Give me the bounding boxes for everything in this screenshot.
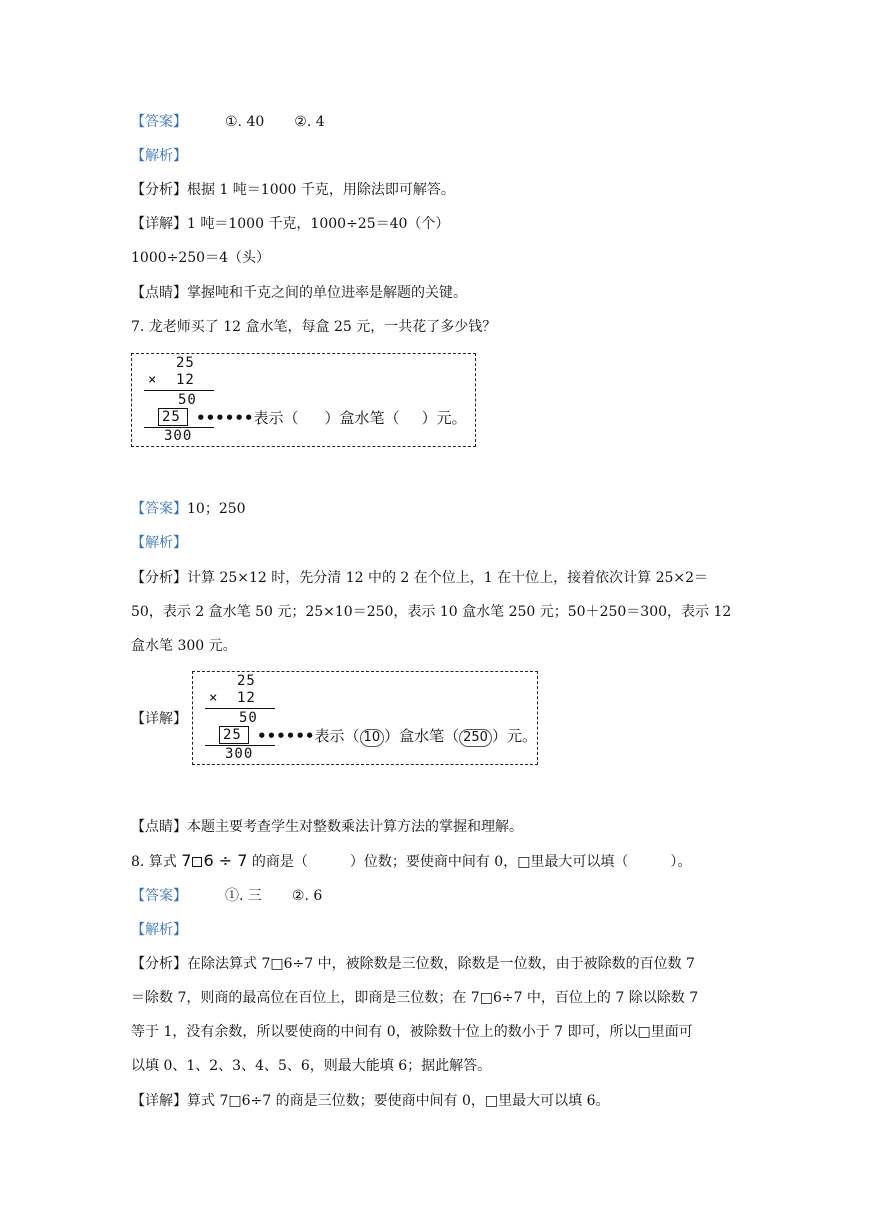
dianjing-text: 掌握吨和千克之间的单位进率是解题的关键。 — [187, 285, 467, 301]
answer-1: ①. 40 — [225, 114, 265, 130]
q7-fenxi-line-2 — [131, 602, 731, 622]
fenxi-line-3: 等于 1，没有余数，所以要使商的中间有 0，被除数十位上的数小于 7 即可，所以□里面可 — [131, 1024, 693, 1040]
multiplicand: 25 — [237, 673, 256, 689]
partial-product-2: 25 — [162, 409, 181, 425]
answer-tag: 【答案】 — [131, 114, 187, 130]
q7-fenxi-line-1 — [131, 568, 708, 588]
result: 300 — [164, 428, 193, 444]
result: 300 — [225, 746, 254, 762]
q7-answer-line — [131, 499, 246, 519]
expr-7: 7 — [181, 851, 192, 870]
dots: •••••• — [196, 409, 254, 427]
multiplicand: 25 — [176, 355, 195, 371]
q7-calc-figure — [131, 353, 476, 447]
calc-note-filled — [257, 727, 537, 747]
q6-answer-line — [131, 112, 325, 132]
q7-question — [131, 317, 496, 337]
fenxi-tag: 【分析】 — [131, 956, 187, 972]
fenxi-line-4: 以填 0、1、2、3、4、5、6，则最大能填 6；据此解答。 — [131, 1058, 492, 1074]
calc-rule-1 — [144, 390, 214, 391]
xiangjie-tag: 【详解】 — [131, 711, 187, 727]
calc-note — [196, 409, 467, 427]
xiangjie-tag: 【详解】 — [131, 1093, 187, 1109]
question-text: 7. 龙老师买了 12 盒水笔，每盒 25 元，一共花了多少钱？ — [131, 319, 497, 335]
q6-xiangjie-line — [131, 214, 449, 234]
multiplier: 12 — [237, 690, 256, 706]
q7-analysis-line — [131, 533, 187, 553]
blank-square-icon — [192, 857, 202, 867]
q8-question — [131, 851, 691, 872]
q8-fenxi-line-2 — [131, 988, 698, 1008]
note-mid: ）盒水笔（ — [384, 727, 460, 745]
q7-dianjing-line — [131, 817, 523, 837]
question-suffix: 的商是（ ）位数；要使商中间有 0，□里最大可以填（ ）。 — [247, 854, 692, 870]
q7-calc-figure-filled — [192, 671, 538, 765]
q7-xiangjie-tag-line — [131, 709, 187, 729]
analysis-tag: 【解析】 — [131, 148, 187, 164]
answer-text: 10；250 — [187, 501, 246, 517]
note-suffix: ）元。 — [491, 727, 537, 745]
note-mid: ）盒水笔（ — [324, 409, 400, 427]
dots: •••••• — [257, 727, 315, 745]
q8-answer-line — [131, 886, 322, 906]
fenxi-line-3: 盒水笔 300 元。 — [131, 638, 237, 654]
xiangjie-tag: 【详解】 — [131, 216, 187, 232]
q6-xiangjie-line-2 — [131, 248, 270, 268]
q8-fenxi-line-3 — [131, 1022, 693, 1042]
multiplier-sign: × — [148, 372, 158, 388]
q6-fenxi-line — [131, 180, 455, 200]
xiangjie-text: 1 吨＝1000 千克，1000÷25＝40（个） — [187, 216, 450, 232]
q8-analysis-line — [131, 920, 187, 940]
note-prefix: 表示（ — [253, 409, 299, 427]
multiplier-sign: × — [209, 690, 219, 706]
partial-product-2: 25 — [223, 727, 242, 743]
fenxi-line-1: 在除法算式 7□6÷7 中，被除数是三位数，除数是一位数，由于被除数的百位数 7 — [187, 956, 695, 972]
filled-price: 250 — [459, 729, 492, 747]
answer-2: ②. 4 — [294, 114, 325, 130]
filled-count: 10 — [360, 729, 385, 747]
q6-analysis-line — [131, 146, 187, 166]
q8-fenxi-line-4 — [131, 1056, 491, 1076]
dianjing-tag: 【点睛】 — [131, 285, 187, 301]
fenxi-line-1: 计算 25×12 时，先分清 12 中的 2 在个位上，1 在十位上，接着依次计算 25×2＝ — [187, 570, 709, 586]
dianjing-text: 本题主要考查学生对整数乘法计算方法的掌握和理解。 — [187, 819, 523, 835]
dianjing-tag: 【点睛】 — [131, 819, 187, 835]
q6-dianjing-line — [131, 283, 467, 303]
fenxi-tag: 【分析】 — [131, 182, 187, 198]
q8-fenxi-line-1 — [131, 954, 695, 974]
answer-1: ①. 三 — [225, 888, 262, 904]
analysis-tag: 【解析】 — [131, 535, 187, 551]
fenxi-line-2: 50，表示 2 盒水笔 50 元；25×10＝250，表示 10 盒水笔 250 元；50＋250＝300，表示 12 — [131, 604, 732, 620]
xiangjie-text-2: 1000÷250＝4（头） — [131, 250, 270, 266]
note-prefix: 表示（ — [314, 727, 360, 745]
multiplier: 12 — [176, 372, 195, 388]
q8-xiangjie-line — [131, 1091, 610, 1111]
partial-product-1: 50 — [239, 710, 258, 726]
fenxi-text: 根据 1 吨＝1000 千克，用除法即可解答。 — [187, 182, 455, 198]
q7-fenxi-line-3 — [131, 636, 237, 656]
question-prefix: 8. 算式 — [131, 854, 182, 870]
answer-tag: 【答案】 — [131, 501, 187, 517]
expr-rest: 6 ÷ 7 — [203, 851, 248, 870]
partial-product-1: 50 — [178, 392, 197, 408]
analysis-tag: 【解析】 — [131, 922, 187, 938]
xiangjie-text: 算式 7□6÷7 的商是三位数；要使商中间有 0，□里最大可以填 6。 — [187, 1093, 610, 1109]
calc-rule-1 — [205, 708, 275, 709]
answer-2: ②. 6 — [291, 888, 323, 904]
fenxi-tag: 【分析】 — [131, 570, 187, 586]
note-suffix: ）元。 — [421, 409, 467, 427]
fenxi-line-2: ＝除数 7，则商的最高位在百位上，即商是三位数；在 7□6÷7 中，百位上的 7 除以除数 7 — [131, 990, 699, 1006]
answer-tag: 【答案】 — [131, 888, 187, 904]
